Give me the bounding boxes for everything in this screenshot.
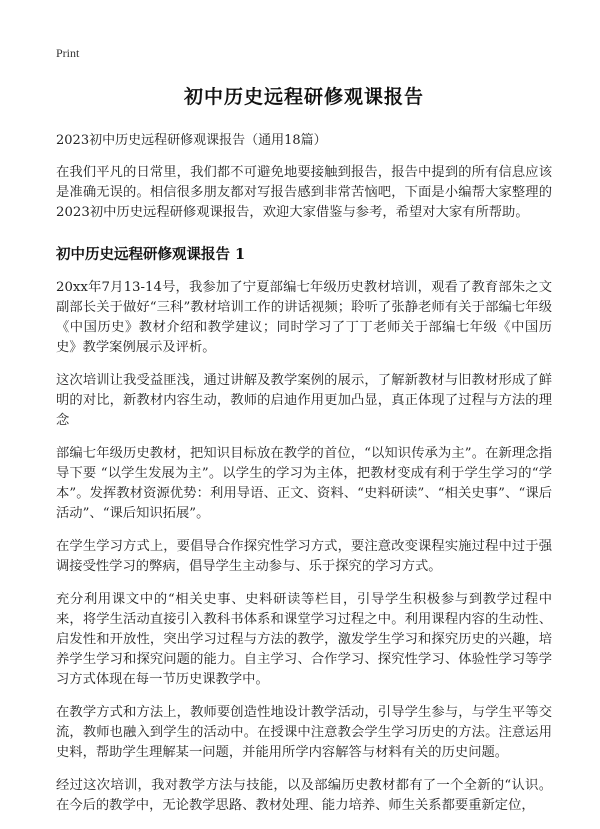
section-heading: 初中历史远程研修观课报告 1: [56, 246, 246, 263]
body-paragraph: 20xx年7月13-14号，我参加了宁夏部编七年级历史教材培训，观看了教育部朱之文副部长关于做好“三科”教材培训工作的讲话视频；聆听了张静老师有关于部编七年级《中国历史》教材介绍和教学建议；同时学习了丁丁老师关于部编七年级《中国历史》教学案例展示及评析。: [56, 280, 552, 355]
body-paragraph: 在教学方式和方法上，教师要创造性地设计教学活动，引导学生参与，与学生平等交流，教师也融入到学生的活动中。在授课中注意教会学生学习历史的方法。注意运用史料，帮助学生理解某一问题，并能用所学内容解答与材料有关的历史问题。: [56, 705, 552, 760]
body-paragraph: 充分利用课文中的“相关史事、史料研读等栏目，引导学生积极参与到教学过程中来，将学生活动直接引入教科书体系和课堂学习过程之中。利用课程内容的生动性、启发性和开放性，突出学习过程与方法的教学，激发学生学习和探究历史的兴趣，培养学生学习和探究问题的能力。自主学习、合作学习、探究性学习、体验性学习等学习方式体现在每一节历史课教学中。: [56, 592, 552, 687]
body-paragraph: 部编七年级历史教材，把知识目标放在教学的首位，“以知识传承为主”。在新理念指导下要 “以学生发展为主”。以学生的学习为主体，把教材变成有利于学生学习的“学本”。发挥教材资源优势：利用导语、正文、资料、“史料研读”、“相关史事”、“课后活动”、“课后知识拓展”。: [56, 446, 552, 521]
page-title: 初中历史远程研修观课报告: [183, 86, 424, 108]
document-body: [56, 76, 552, 829]
print-link[interactable]: Print: [56, 46, 80, 60]
body-paragraph: 这次培训让我受益匪浅，通过讲解及教学案例的展示，了解新教材与旧教材形成了鲜明的对比，新教材内容生动，教师的启迪作用更加凸显，真正体现了过程与方法的理念: [56, 373, 552, 428]
intro-paragraph: 在我们平凡的日常里，我们都不可避免地要接触到报告，报告中提到的所有信息应该是准确无误的。相信很多朋友都对写报告感到非常苦恼吧，下面是小编帮大家整理的2023初中历史远程研修观课报告，欢迎大家借鉴与参考，希望对大家有所帮助。: [56, 165, 552, 220]
document-subtitle: 2023初中历史远程研修观课报告（通用18篇）: [56, 133, 327, 148]
body-paragraph: 在学生学习方式上，要倡导合作探究性学习方式，要注意改变课程实施过程中过于强调接受性学习的弊病，倡导学生主动参与、乐于探究的学习方式。: [56, 539, 552, 574]
body-paragraph: 经过这次培训，我对教学方法与技能，以及部编历史教材都有了一个全新的“认识。在今后的教学中，无论教学思路、教材处理、能力培养、师生关系都要重新定位，: [56, 778, 552, 813]
